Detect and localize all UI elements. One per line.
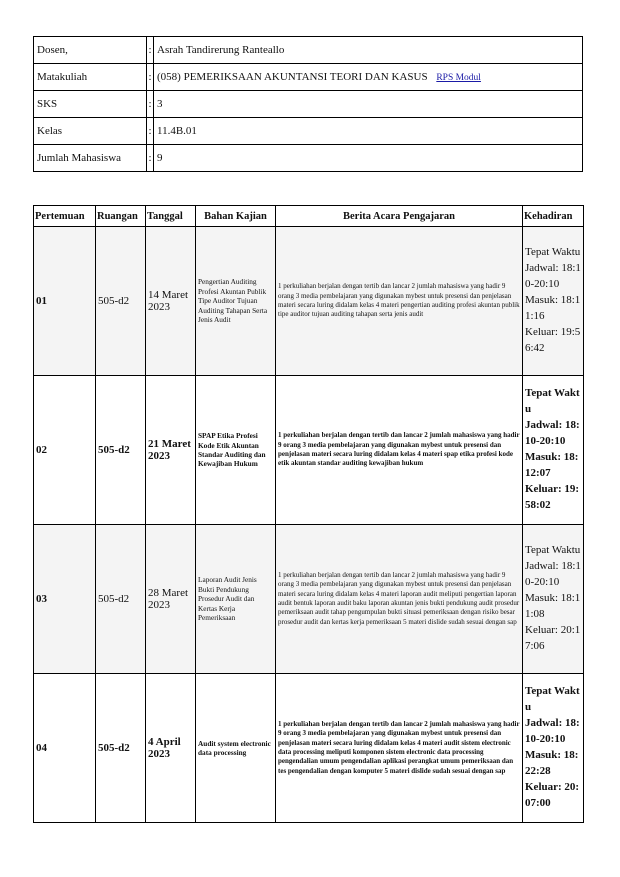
jumlah-value: 9 xyxy=(154,145,583,172)
attendance-out: Keluar: 19:56:42 xyxy=(525,325,581,354)
table-row xyxy=(34,227,584,376)
matakuliah-label: Matakuliah xyxy=(34,64,147,91)
attendance-out: Keluar: 20:07:00 xyxy=(525,780,580,809)
room: 505-d2 xyxy=(96,376,146,525)
matakuliah-cell xyxy=(154,64,583,91)
attendance-status: Tepat Waktu xyxy=(525,246,581,259)
table-row xyxy=(34,376,584,525)
dosen-row xyxy=(34,37,583,64)
room: 505-d2 xyxy=(96,674,146,823)
attendance-status: Tepat Waktu xyxy=(525,685,580,714)
teaching-report: 1 perkuliahan berjalan dengan tertib dan lancar 2 jumlah mahasiswa yang hadir 9 orang 3 media pembelajaran yang digunakan mybest untuk presensi dan penjelasan materi secara luring didalam kelas 4 materi audit sistem electronic data processing meliputi komponen sistem electronic data processing pengendalian umum pengendalian aplikasi perangkat umum pemeriksaan dan tes pengendalian dengan komputer 5 materi dislide sudah sesuai dengan sap xyxy=(276,674,523,823)
study-material: Pengertian Auditing Profesi Akuntan Publik Tipe Auditor Tujuan Auditing Tahapan Serta Jenis Audit xyxy=(196,227,276,376)
separator: : xyxy=(147,64,154,91)
study-material: Audit system electronic data processing xyxy=(196,674,276,823)
table-row xyxy=(34,525,584,674)
meeting-number: 02 xyxy=(34,376,96,525)
attendance-schedule: Jadwal: 18:10-20:10 xyxy=(525,419,580,448)
attendance-status: Tepat Waktu xyxy=(525,544,581,557)
meeting-number: 04 xyxy=(34,674,96,823)
dosen-value: Asrah Tandirerung Ranteallo xyxy=(154,37,583,64)
header-kehadiran: Kehadiran xyxy=(523,206,584,227)
rps-modul-link[interactable]: RPS Modul xyxy=(436,73,481,83)
kelas-row xyxy=(34,118,583,145)
matakuliah-value: (058) PEMERIKSAAN AKUNTANSI TEORI DAN KASUS xyxy=(157,71,428,83)
date: 28 Maret 2023 xyxy=(146,525,196,674)
date: 4 April 2023 xyxy=(146,674,196,823)
separator: : xyxy=(147,91,154,118)
attendance-in: Masuk: 18:12:07 xyxy=(525,451,579,479)
study-material: Laporan Audit Jenis Bukti Pendukung Prosedur Audit dan Kertas Kerja Pemeriksaan xyxy=(196,525,276,674)
dosen-label: Dosen, xyxy=(34,37,147,64)
header-bahan-kajian: Bahan Kajian xyxy=(196,206,276,227)
attendance xyxy=(523,525,584,674)
matakuliah-row xyxy=(34,64,583,91)
jumlah-row xyxy=(34,145,583,172)
attendance-schedule: Jadwal: 18:10-20:10 xyxy=(525,717,580,746)
sks-row xyxy=(34,91,583,118)
attendance xyxy=(523,227,584,376)
attendance-schedule: Jadwal: 18:10-20:10 xyxy=(525,262,581,291)
attendance-schedule: Jadwal: 18:10-20:10 xyxy=(525,560,581,589)
attendance-in: Masuk: 18:11:08 xyxy=(525,592,581,620)
table-row xyxy=(34,674,584,823)
header-tanggal: Tanggal xyxy=(146,206,196,227)
course-info-table xyxy=(33,36,583,172)
separator: : xyxy=(147,145,154,172)
attendance-status: Tepat Waktu xyxy=(525,387,580,416)
meetings-table xyxy=(33,205,584,823)
attendance-in: Masuk: 18:22:28 xyxy=(525,749,579,777)
header-pertemuan: Pertemuan xyxy=(34,206,96,227)
meeting-number: 03 xyxy=(34,525,96,674)
header-berita-acara: Berita Acara Pengajaran xyxy=(276,206,523,227)
attendance-in: Masuk: 18:11:16 xyxy=(525,294,581,322)
attendance xyxy=(523,376,584,525)
room: 505-d2 xyxy=(96,525,146,674)
attendance-out: Keluar: 20:17:06 xyxy=(525,623,581,652)
jumlah-label: Jumlah Mahasiswa xyxy=(34,145,147,172)
meeting-number: 01 xyxy=(34,227,96,376)
date: 14 Maret 2023 xyxy=(146,227,196,376)
teaching-report: 1 perkuliahan berjalan dengan tertib dan lancar 2 jumlah mahasiswa yang hadir 9 orang 3 media pembelajaran yang digunakan mybest untuk presensi dan penjelasan materi secara luring didalam kelas 4 materi laporan audit meliputi pengertian laporan audit bentuk laporan audit baku laporan akuntan jenis bukti pendukung audit prosedur pemeriksaan audit tahap pengumpulan bukti situasi pemeriksaan dengan risiko besar prosedur audit dan kertas kerja pemeriksaan 5 materi dislide sudah sesuai dengan sap xyxy=(276,525,523,674)
meetings-header-row xyxy=(34,206,584,227)
separator: : xyxy=(147,37,154,64)
header-ruangan: Ruangan xyxy=(96,206,146,227)
kelas-value: 11.4B.01 xyxy=(154,118,583,145)
separator: : xyxy=(147,118,154,145)
sks-value: 3 xyxy=(154,91,583,118)
sks-label: SKS xyxy=(34,91,147,118)
teaching-report: 1 perkuliahan berjalan dengan tertib dan lancar 2 jumlah mahasiswa yang hadir 9 orang 3 media pembelajaran yang digunakan mybest untuk presensi dan penjelasan materi secara luring didalam kelas 4 materi spap etika profesi kode etik akuntan standar auditing kewajiban hukum xyxy=(276,376,523,525)
attendance xyxy=(523,674,584,823)
attendance-out: Keluar: 19:58:02 xyxy=(525,482,580,511)
study-material: SPAP Etika Profesi Kode Etik Akuntan Standar Auditing dan Kewajiban Hukum xyxy=(196,376,276,525)
room: 505-d2 xyxy=(96,227,146,376)
kelas-label: Kelas xyxy=(34,118,147,145)
date: 21 Maret 2023 xyxy=(146,376,196,525)
teaching-report: 1 perkuliahan berjalan dengan tertib dan lancar 2 jumlah mahasiswa yang hadir 9 orang 3 media pembelajaran yang digunakan mybest untuk presensi dan penjelasan materi secara luring didalam kelas 4 materi pengertian auditing profesi akuntan publik tipe auditor tujuan auditing tahapan serta jenis audit xyxy=(276,227,523,376)
